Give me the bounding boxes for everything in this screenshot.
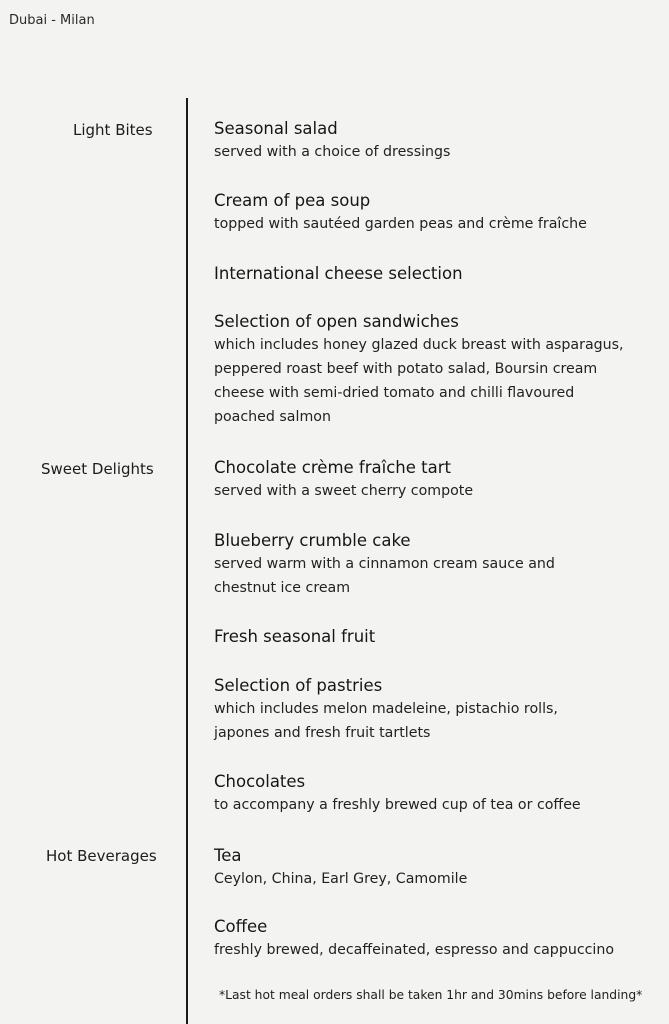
item-desc-line: peppered roast beef with potato salad, Boursin cream [214,361,598,377]
item-desc-line: to accompany a freshly brewed cup of tea or coffee [214,797,581,813]
menu-item-open-sandwiches [214,311,659,429]
item-desc-line: served with a sweet cherry compote [214,483,474,499]
menu-item-seasonal-fruit [214,626,659,648]
item-title: Chocolates [214,772,306,791]
item-title: Blueberry crumble cake [214,531,411,550]
footnote: *Last hot meal orders shall be taken 1hr and 30mins before landing* [219,988,643,1002]
item-title: Chocolate crème fraîche tart [214,458,451,477]
menu-item-seasonal-salad [214,118,659,164]
item-title: Tea [214,846,242,865]
menu-item-pastries [214,675,659,745]
item-title: Coffee [214,917,268,936]
section-label-light-bites: Light Bites [73,121,153,139]
item-title: Selection of pastries [214,676,383,695]
menu-item-pea-soup [214,190,659,236]
menu-item-cheese-selection [214,263,659,285]
item-title: Fresh seasonal fruit [214,627,376,646]
menu-item-tea [214,845,659,891]
item-title: Selection of open sandwiches [214,312,459,331]
item-desc-line: Ceylon, China, Earl Grey, Camomile [214,871,468,887]
item-desc-line: freshly brewed, decaffeinated, espresso and cappuccino [214,942,615,958]
item-desc-line: served warm with a cinnamon cream sauce and [214,556,555,572]
item-title: Seasonal salad [214,119,338,138]
menu-item-chocolate-tart [214,457,659,503]
route-title: Dubai - Milan [9,13,95,28]
menu-item-coffee [214,916,659,962]
item-desc-line: which includes melon madeleine, pistachio rolls, [214,701,558,717]
item-desc-line: poached salmon [214,409,331,425]
item-desc-line: japones and fresh fruit tartlets [214,725,431,741]
column-divider [186,98,188,1024]
item-desc-line: topped with sautéed garden peas and crème fraîche [214,216,587,232]
section-label-sweet-delights: Sweet Delights [41,460,154,478]
item-desc-line: cheese with semi-dried tomato and chilli flavoured [214,385,575,401]
item-desc-line: chestnut ice cream [214,580,351,596]
item-title: International cheese selection [214,264,463,283]
menu-item-blueberry-cake [214,530,659,600]
item-desc-line: served with a choice of dressings [214,144,451,160]
menu-item-chocolates [214,771,659,817]
item-desc-line: which includes honey glazed duck breast with asparagus, [214,337,624,353]
item-title: Cream of pea soup [214,191,371,210]
section-label-hot-beverages: Hot Beverages [46,847,157,865]
